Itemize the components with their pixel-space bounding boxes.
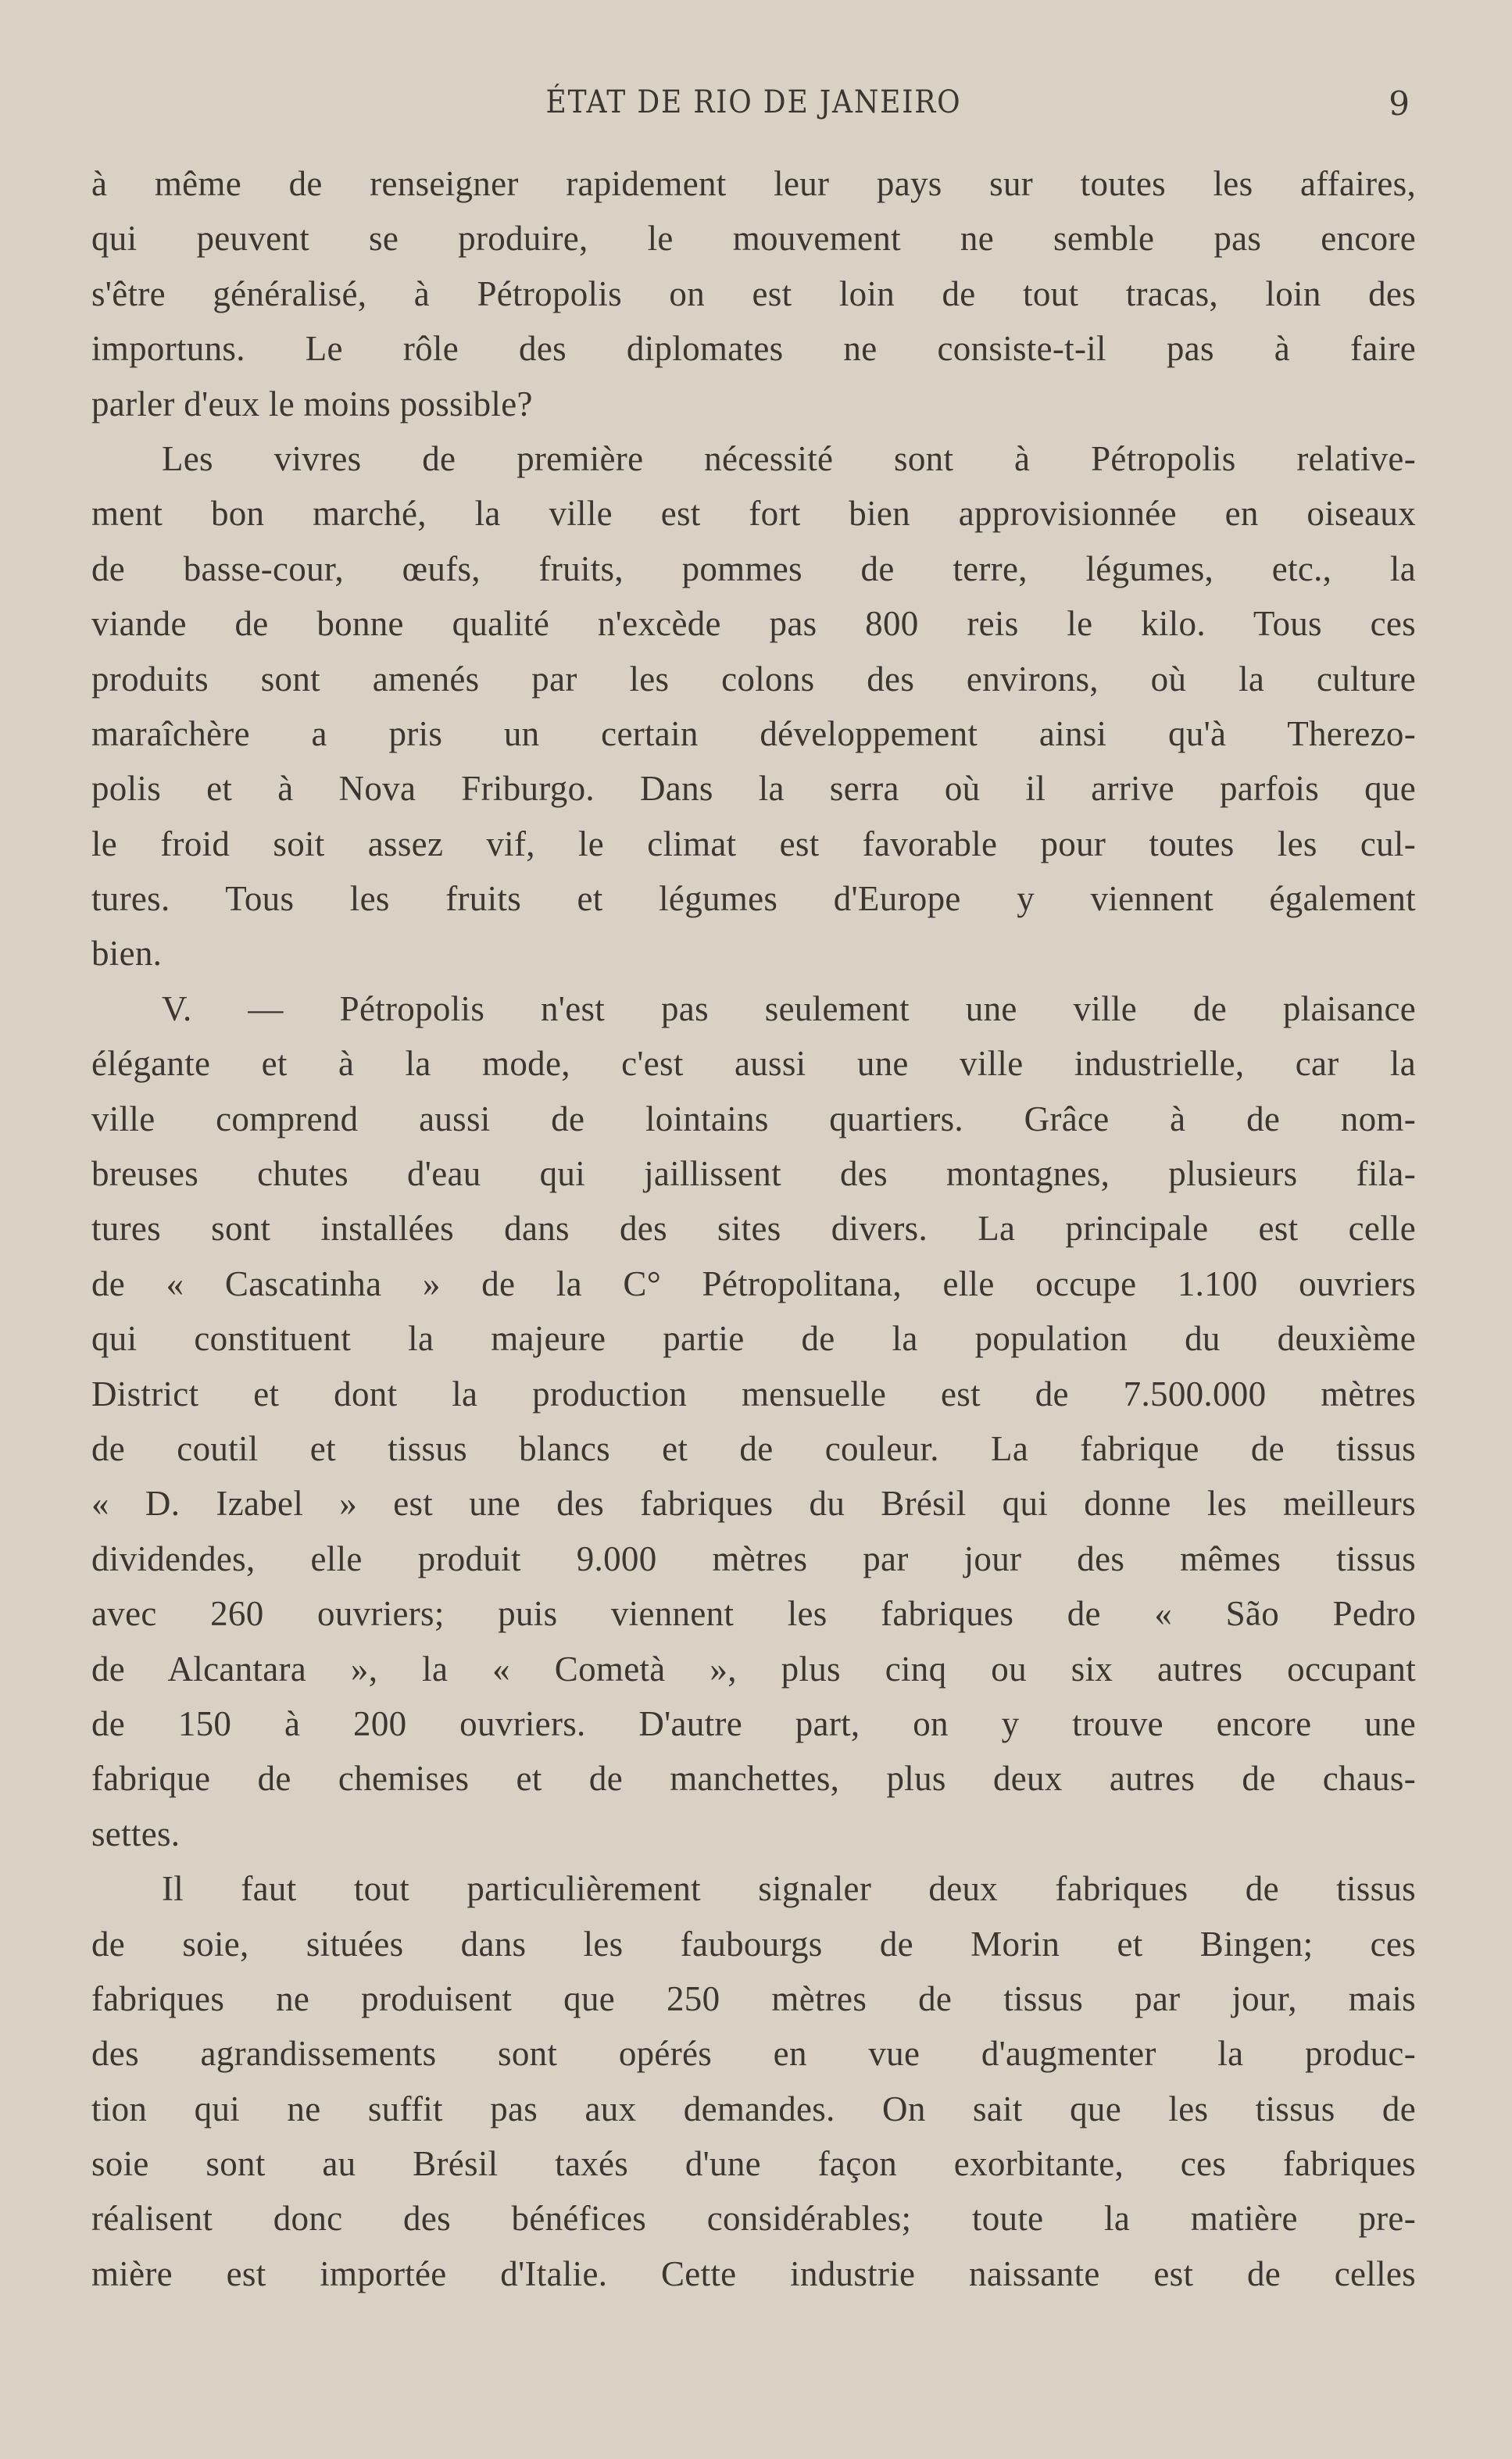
page-number: 9 <box>1389 84 1410 123</box>
text-line: bien. <box>91 934 163 974</box>
text-line: le froid soit assez vif, le climat est favorable pour toutes les cul- <box>91 824 1416 863</box>
text-line: de 150 à 200 ouvriers. D'autre part, on y trouve encore une <box>91 1703 1416 1743</box>
text-line: de coutil et tissus blancs et de couleur. La fabrique de tissus <box>91 1428 1416 1468</box>
text-line: de basse-cour, œufs, fruits, pommes de terre, légumes, etc., la <box>91 549 1416 588</box>
text-line: « D. Izabel » est une des fabriques du Brésil qui donne les meilleurs <box>91 1484 1416 1524</box>
text-line: réalisent donc des bénéfices considérables; toute la matière pre- <box>91 2199 1416 2239</box>
text-line: breuses chutes d'eau qui jaillissent des montagnes, plusieurs fila- <box>91 1154 1416 1194</box>
text-line: importuns. Le rôle des diplomates ne consiste-t-il pas à faire <box>91 329 1416 369</box>
text-line: qui constituent la majeure partie de la population du deuxième <box>91 1319 1416 1359</box>
text-line: settes. <box>91 1814 181 1853</box>
text-line: District et dont la production mensuelle est de 7.500.000 mètres <box>91 1374 1416 1414</box>
text-line: polis et à Nova Friburgo. Dans la serra où il arrive parfois que <box>91 769 1416 809</box>
text-line: tion qui ne suffit pas aux demandes. On sait que les tissus de <box>91 2089 1416 2128</box>
text-line: soie sont au Brésil taxés d'une façon exorbitante, ces fabriques <box>91 2144 1416 2184</box>
text-line: ville comprend aussi de lointains quartiers. Grâce à de nom- <box>91 1099 1416 1138</box>
text-line: fabriques ne produisent que 250 mètres de tissus par jour, mais <box>91 1978 1416 2018</box>
text-line: qui peuvent se produire, le mouvement ne semble pas encore <box>91 219 1416 259</box>
body-text <box>91 156 1416 2301</box>
text-line: à même de renseigner rapidement leur pays sur toutes les affaires, <box>91 164 1416 203</box>
text-line: mière est importée d'Italie. Cette industrie naissante est de celles <box>91 2253 1416 2293</box>
running-title: ÉTAT DE RIO DE JANEIRO <box>545 84 962 120</box>
text-line: des agrandissements sont opérés en vue d'augmenter la produc- <box>91 2034 1416 2074</box>
text-line: produits sont amenés par les colons des environs, où la culture <box>91 659 1416 699</box>
text-line: tures sont installées dans des sites divers. La principale est celle <box>91 1209 1416 1249</box>
text-line: avec 260 ouvriers; puis viennent les fabriques de « São Pedro <box>91 1594 1416 1634</box>
text-line: Les vivres de première nécessité sont à Pétropolis relative- <box>162 438 1416 478</box>
text-line: tures. Tous les fruits et légumes d'Europe y viennent également <box>91 879 1416 919</box>
text-line: maraîchère a pris un certain développement ainsi qu'à Therezo- <box>91 713 1416 753</box>
text-line: Il faut tout particulièrement signaler deux fabriques de tissus <box>162 1869 1416 1909</box>
text-line: viande de bonne qualité n'excède pas 800 reis le kilo. Tous ces <box>91 604 1416 644</box>
page-header <box>91 84 1416 131</box>
text-line: de soie, situées dans les faubourgs de Morin et Bingen; ces <box>91 1924 1416 1964</box>
text-line: V. — Pétropolis n'est pas seulement une ville de plaisance <box>162 988 1416 1028</box>
text-line: de « Cascatinha » de la C° Pétropolitana, elle occupe 1.100 ouvriers <box>91 1263 1416 1303</box>
text-line: parler d'eux le moins possible? <box>91 384 533 424</box>
text-line: dividendes, elle produit 9.000 mètres par jour des mêmes tissus <box>91 1539 1416 1578</box>
text-line: s'être généralisé, à Pétropolis on est loin de tout tracas, loin des <box>91 273 1416 313</box>
text-line: élégante et à la mode, c'est aussi une ville industrielle, car la <box>91 1044 1416 1084</box>
text-line: de Alcantara », la « Cometà », plus cinq ou six autres occupant <box>91 1649 1416 1689</box>
text-line: ment bon marché, la ville est fort bien approvisionnée en oiseaux <box>91 494 1416 534</box>
text-line: fabrique de chemises et de manchettes, plus deux autres de chaus- <box>91 1759 1416 1799</box>
